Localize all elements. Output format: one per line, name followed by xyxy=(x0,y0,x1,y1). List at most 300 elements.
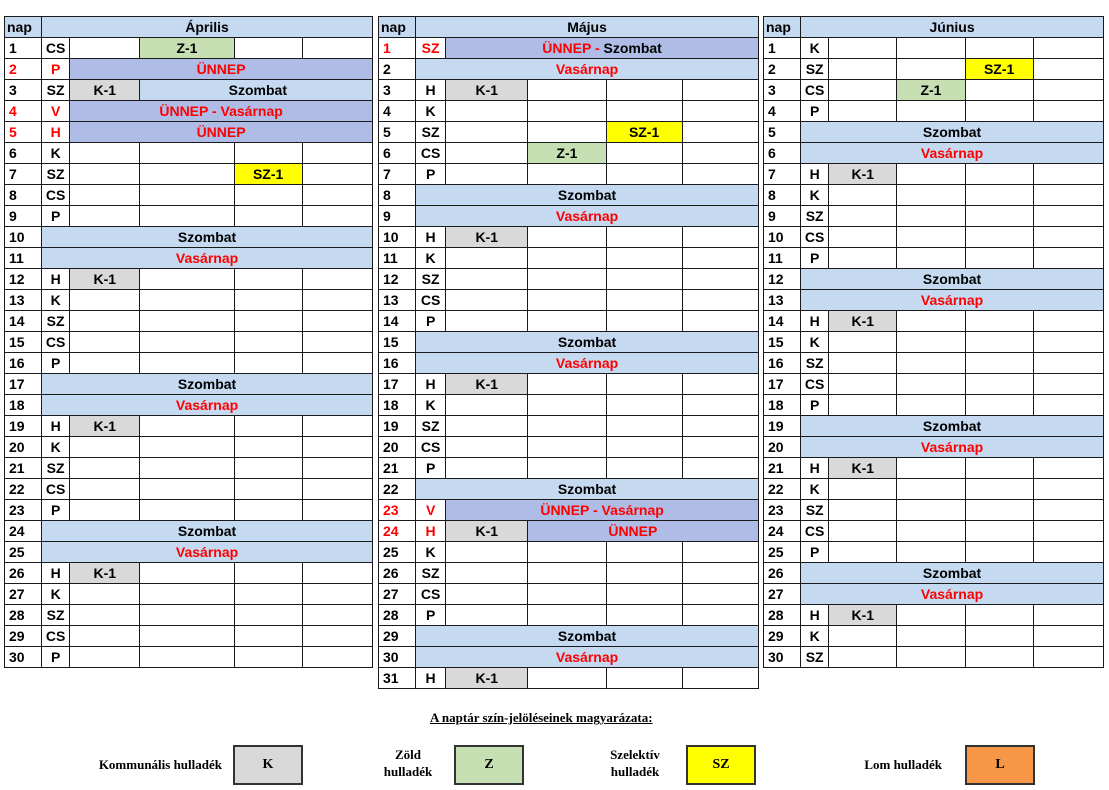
collection-cell xyxy=(234,38,302,59)
collection-cell xyxy=(682,122,758,143)
collection-cell xyxy=(606,80,682,101)
day-number: 8 xyxy=(5,185,42,206)
collection-cell xyxy=(965,647,1033,668)
weekday-cell: H xyxy=(42,122,70,143)
day-number: 14 xyxy=(5,311,42,332)
day-number: 10 xyxy=(379,227,416,248)
day-number: 2 xyxy=(379,59,416,80)
collection-cell xyxy=(897,395,965,416)
collection-cell xyxy=(70,185,140,206)
collection-cell xyxy=(70,437,140,458)
day-row xyxy=(764,479,1104,500)
collection-cell xyxy=(965,164,1033,185)
day-row xyxy=(764,38,1104,59)
special-day-cell: Szombat xyxy=(801,122,1104,143)
day-number: 30 xyxy=(764,647,801,668)
collection-cell xyxy=(829,647,897,668)
collection-cell xyxy=(897,185,965,206)
collection-cell xyxy=(70,626,140,647)
day-row xyxy=(379,80,759,101)
day-number: 9 xyxy=(379,206,416,227)
day-number: 22 xyxy=(379,479,416,500)
special-day-cell: Vasárnap xyxy=(416,353,759,374)
day-number: 15 xyxy=(5,332,42,353)
day-number: 15 xyxy=(764,332,801,353)
weekday-cell: K xyxy=(801,185,829,206)
collection-cell xyxy=(682,668,758,689)
day-number: 9 xyxy=(764,206,801,227)
weekday-cell: H xyxy=(801,605,829,626)
collection-cell xyxy=(897,500,965,521)
collection-cell xyxy=(140,437,234,458)
legend-title: A naptár szín-jelöléseinek magyarázata: xyxy=(430,710,653,725)
collection-cell xyxy=(140,458,234,479)
collection-cell xyxy=(1033,227,1103,248)
day-row xyxy=(764,437,1104,458)
day-number: 13 xyxy=(764,290,801,311)
day-row xyxy=(5,332,373,353)
collection-cell xyxy=(606,227,682,248)
collection-cell xyxy=(1033,185,1103,206)
day-number: 13 xyxy=(379,290,416,311)
day-number: 25 xyxy=(764,542,801,563)
collection-cell xyxy=(140,353,234,374)
day-number: 19 xyxy=(764,416,801,437)
collection-cell xyxy=(606,542,682,563)
collection-cell: K-1 xyxy=(70,269,140,290)
weekday-cell: K xyxy=(416,248,446,269)
day-number: 29 xyxy=(5,626,42,647)
day-number: 2 xyxy=(764,59,801,80)
collection-cell xyxy=(897,647,965,668)
day-row xyxy=(5,395,373,416)
day-row xyxy=(5,437,373,458)
collection-cell xyxy=(528,584,606,605)
day-number: 10 xyxy=(5,227,42,248)
collection-cell xyxy=(302,143,372,164)
day-row xyxy=(764,521,1104,542)
special-day-cell: Vasárnap xyxy=(42,542,373,563)
day-number: 24 xyxy=(379,521,416,542)
collection-cell: K-1 xyxy=(829,605,897,626)
day-number: 18 xyxy=(379,395,416,416)
weekday-cell: CS xyxy=(416,437,446,458)
day-row xyxy=(379,521,759,542)
day-row xyxy=(5,164,373,185)
special-day-cell: Vasárnap xyxy=(801,143,1104,164)
collection-cell xyxy=(897,521,965,542)
day-row xyxy=(5,584,373,605)
collection-cell xyxy=(302,38,372,59)
day-number: 3 xyxy=(764,80,801,101)
collection-cell: K-1 xyxy=(446,80,528,101)
collection-cell xyxy=(965,101,1033,122)
collection-cell xyxy=(965,227,1033,248)
weekday-cell: CS xyxy=(801,374,829,395)
collection-cell xyxy=(528,80,606,101)
weekday-cell: K xyxy=(416,101,446,122)
day-number: 29 xyxy=(379,626,416,647)
day-number: 29 xyxy=(764,626,801,647)
day-row xyxy=(764,122,1104,143)
collection-cell xyxy=(140,290,234,311)
collection-cell xyxy=(829,248,897,269)
day-row xyxy=(5,248,373,269)
collection-cell xyxy=(234,500,302,521)
collection-cell xyxy=(234,332,302,353)
collection-cell xyxy=(302,479,372,500)
special-day-cell: Vasárnap xyxy=(416,206,759,227)
day-number: 24 xyxy=(764,521,801,542)
collection-cell xyxy=(682,80,758,101)
day-row xyxy=(764,626,1104,647)
may-calendar xyxy=(378,16,759,689)
collection-cell xyxy=(70,143,140,164)
collection-cell xyxy=(140,500,234,521)
collection-cell xyxy=(234,584,302,605)
day-row xyxy=(5,353,373,374)
collection-cell xyxy=(965,500,1033,521)
weekday-cell: P xyxy=(416,311,446,332)
day-number: 6 xyxy=(5,143,42,164)
collection-cell xyxy=(829,521,897,542)
collection-cell xyxy=(682,458,758,479)
day-row xyxy=(5,227,373,248)
day-number: 28 xyxy=(379,605,416,626)
collection-cell xyxy=(897,605,965,626)
day-row xyxy=(764,458,1104,479)
day-number: 23 xyxy=(764,500,801,521)
special-day-cell: Szombat xyxy=(416,626,759,647)
collection-cell xyxy=(234,563,302,584)
collection-cell xyxy=(897,248,965,269)
day-row xyxy=(764,164,1104,185)
collection-cell xyxy=(528,311,606,332)
weekday-cell: P xyxy=(42,59,70,80)
collection-cell xyxy=(682,101,758,122)
day-row xyxy=(764,227,1104,248)
collection-cell xyxy=(682,227,758,248)
collection-cell xyxy=(234,626,302,647)
day-row xyxy=(5,80,373,101)
collection-cell xyxy=(1033,38,1103,59)
weekday-cell: K xyxy=(416,395,446,416)
day-number: 22 xyxy=(764,479,801,500)
collection-cell xyxy=(528,395,606,416)
collection-cell xyxy=(302,164,372,185)
june-calendar xyxy=(763,16,1104,668)
collection-cell xyxy=(1033,479,1103,500)
collection-cell xyxy=(70,500,140,521)
weekday-cell: H xyxy=(42,416,70,437)
day-row xyxy=(764,395,1104,416)
weekday-cell: P xyxy=(42,500,70,521)
weekday-cell: K xyxy=(42,437,70,458)
weekday-cell: P xyxy=(801,248,829,269)
day-number: 17 xyxy=(5,374,42,395)
weekday-cell: SZ xyxy=(42,80,70,101)
weekday-cell: SZ xyxy=(801,206,829,227)
day-row xyxy=(5,206,373,227)
weekday-cell: CS xyxy=(42,626,70,647)
day-row xyxy=(5,521,373,542)
collection-cell xyxy=(446,143,528,164)
collection-cell xyxy=(302,500,372,521)
special-day-cell: Vasárnap xyxy=(801,437,1104,458)
collection-cell xyxy=(606,458,682,479)
collection-cell xyxy=(682,416,758,437)
day-row xyxy=(5,290,373,311)
day-number: 7 xyxy=(5,164,42,185)
day-number: 16 xyxy=(764,353,801,374)
collection-cell xyxy=(528,290,606,311)
day-row xyxy=(764,80,1104,101)
collection-cell xyxy=(1033,59,1103,80)
collection-cell xyxy=(1033,206,1103,227)
weekday-cell: CS xyxy=(42,479,70,500)
collection-cell xyxy=(1033,80,1103,101)
collection-cell xyxy=(965,38,1033,59)
collection-cell xyxy=(140,206,234,227)
special-day-cell: Szombat xyxy=(801,563,1104,584)
collection-cell xyxy=(528,227,606,248)
day-number: 12 xyxy=(379,269,416,290)
day-row xyxy=(379,185,759,206)
weekday-cell: H xyxy=(42,269,70,290)
collection-cell xyxy=(140,584,234,605)
collection-cell xyxy=(897,164,965,185)
day-row xyxy=(379,374,759,395)
day-number: 15 xyxy=(379,332,416,353)
collection-cell xyxy=(1033,647,1103,668)
collection-cell xyxy=(829,59,897,80)
weekday-cell: P xyxy=(801,101,829,122)
day-row xyxy=(764,416,1104,437)
collection-cell xyxy=(140,311,234,332)
collection-cell xyxy=(528,122,606,143)
collection-cell xyxy=(1033,248,1103,269)
collection-cell xyxy=(302,584,372,605)
weekday-cell: SZ xyxy=(416,563,446,584)
collection-cell: SZ-1 xyxy=(606,122,682,143)
day-row xyxy=(379,269,759,290)
collection-cell xyxy=(302,269,372,290)
collection-cell xyxy=(682,164,758,185)
day-row xyxy=(379,416,759,437)
weekday-cell: H xyxy=(416,374,446,395)
collection-cell xyxy=(446,395,528,416)
collection-cell xyxy=(302,626,372,647)
collection-cell xyxy=(606,290,682,311)
weekday-cell: H xyxy=(416,227,446,248)
day-number: 17 xyxy=(379,374,416,395)
day-row xyxy=(379,332,759,353)
day-number: 18 xyxy=(5,395,42,416)
weekday-cell: SZ xyxy=(42,605,70,626)
collection-cell xyxy=(829,332,897,353)
collection-cell xyxy=(446,269,528,290)
weekday-cell: K xyxy=(42,584,70,605)
day-row xyxy=(764,185,1104,206)
collection-cell xyxy=(965,353,1033,374)
day-number: 27 xyxy=(5,584,42,605)
collection-cell: SZ-1 xyxy=(965,59,1033,80)
collection-cell xyxy=(829,101,897,122)
day-number: 6 xyxy=(379,143,416,164)
collection-cell xyxy=(965,332,1033,353)
collection-cell xyxy=(70,458,140,479)
collection-cell xyxy=(829,374,897,395)
collection-cell xyxy=(829,395,897,416)
collection-cell xyxy=(1033,311,1103,332)
day-row xyxy=(379,122,759,143)
weekday-cell: SZ xyxy=(416,416,446,437)
day-number: 5 xyxy=(379,122,416,143)
weekday-cell: H xyxy=(801,164,829,185)
collection-cell xyxy=(528,101,606,122)
collection-cell xyxy=(1033,626,1103,647)
day-row xyxy=(379,143,759,164)
collection-cell xyxy=(897,374,965,395)
day-row xyxy=(5,311,373,332)
collection-cell xyxy=(70,605,140,626)
collection-cell xyxy=(70,164,140,185)
collection-cell xyxy=(528,164,606,185)
collection-cell xyxy=(682,563,758,584)
collection-cell xyxy=(140,647,234,668)
day-row xyxy=(379,164,759,185)
weekday-cell: CS xyxy=(42,332,70,353)
day-row xyxy=(5,122,373,143)
collection-cell xyxy=(682,248,758,269)
collection-cell xyxy=(70,479,140,500)
collection-cell xyxy=(528,437,606,458)
day-row xyxy=(379,101,759,122)
legend-label-green: Zöld hulladék xyxy=(383,747,433,779)
collection-cell xyxy=(606,395,682,416)
day-number: 24 xyxy=(5,521,42,542)
collection-cell xyxy=(897,59,965,80)
collection-cell xyxy=(1033,521,1103,542)
collection-cell xyxy=(234,458,302,479)
day-row xyxy=(379,353,759,374)
collection-cell xyxy=(446,542,528,563)
day-row xyxy=(379,584,759,605)
collection-cell xyxy=(897,227,965,248)
collection-cell xyxy=(965,458,1033,479)
day-number: 19 xyxy=(5,416,42,437)
collection-cell xyxy=(965,521,1033,542)
weekday-cell: H xyxy=(416,668,446,689)
collection-cell xyxy=(965,542,1033,563)
special-day-cell: Szombat xyxy=(801,269,1104,290)
weekday-cell: K xyxy=(801,332,829,353)
month-title: Június xyxy=(801,17,1104,38)
day-row xyxy=(764,311,1104,332)
day-row xyxy=(764,647,1104,668)
weekday-cell: SZ xyxy=(416,122,446,143)
collection-cell xyxy=(234,206,302,227)
day-number: 2 xyxy=(5,59,42,80)
collection-cell xyxy=(682,290,758,311)
collection-cell xyxy=(897,101,965,122)
collection-cell xyxy=(1033,353,1103,374)
weekday-cell: P xyxy=(42,647,70,668)
special-day-cell: Szombat xyxy=(416,332,759,353)
collection-cell xyxy=(829,479,897,500)
collection-cell xyxy=(829,206,897,227)
holiday-cell xyxy=(446,38,759,59)
special-day-cell: Szombat xyxy=(42,374,373,395)
collection-cell: K-1 xyxy=(446,668,528,689)
collection-cell xyxy=(446,248,528,269)
collection-cell xyxy=(302,563,372,584)
day-number: 25 xyxy=(379,542,416,563)
day-row xyxy=(764,269,1104,290)
day-number: 4 xyxy=(379,101,416,122)
weekday-cell: K xyxy=(416,542,446,563)
collection-cell xyxy=(606,248,682,269)
collection-cell xyxy=(965,80,1033,101)
collection-cell xyxy=(446,290,528,311)
day-row xyxy=(5,479,373,500)
day-number: 4 xyxy=(5,101,42,122)
special-day-cell: Vasárnap xyxy=(416,647,759,668)
weekday-cell: H xyxy=(801,311,829,332)
collection-cell xyxy=(234,290,302,311)
day-row xyxy=(5,626,373,647)
collection-cell: K-1 xyxy=(70,563,140,584)
collection-cell xyxy=(302,206,372,227)
collection-cell xyxy=(606,416,682,437)
weekday-cell: H xyxy=(42,563,70,584)
collection-cell xyxy=(897,626,965,647)
day-row xyxy=(379,248,759,269)
day-row xyxy=(5,185,373,206)
holiday-cell: ÜNNEP xyxy=(70,59,373,80)
weekday-cell: SZ xyxy=(801,353,829,374)
weekday-cell: K xyxy=(801,479,829,500)
collection-cell: Z-1 xyxy=(528,143,606,164)
collection-cell xyxy=(302,416,372,437)
collection-cell xyxy=(302,605,372,626)
collection-cell xyxy=(965,248,1033,269)
collection-cell xyxy=(70,290,140,311)
collection-cell xyxy=(528,374,606,395)
special-day-cell: Vasárnap xyxy=(42,395,373,416)
collection-cell xyxy=(140,164,234,185)
collection-cell xyxy=(234,143,302,164)
day-number: 1 xyxy=(379,38,416,59)
day-row xyxy=(379,395,759,416)
collection-cell xyxy=(70,38,140,59)
day-number: 11 xyxy=(5,248,42,269)
day-number: 26 xyxy=(5,563,42,584)
column-header-nap: nap xyxy=(5,17,42,38)
collection-cell xyxy=(897,479,965,500)
day-row xyxy=(5,542,373,563)
collection-cell xyxy=(682,395,758,416)
collection-cell xyxy=(682,584,758,605)
collection-cell xyxy=(528,458,606,479)
weekday-cell: P xyxy=(801,542,829,563)
collection-cell xyxy=(1033,164,1103,185)
collection-cell xyxy=(965,479,1033,500)
day-number: 5 xyxy=(764,122,801,143)
weekday-cell: P xyxy=(416,164,446,185)
weekday-cell: CS xyxy=(801,227,829,248)
holiday-cell: ÜNNEP xyxy=(528,521,759,542)
